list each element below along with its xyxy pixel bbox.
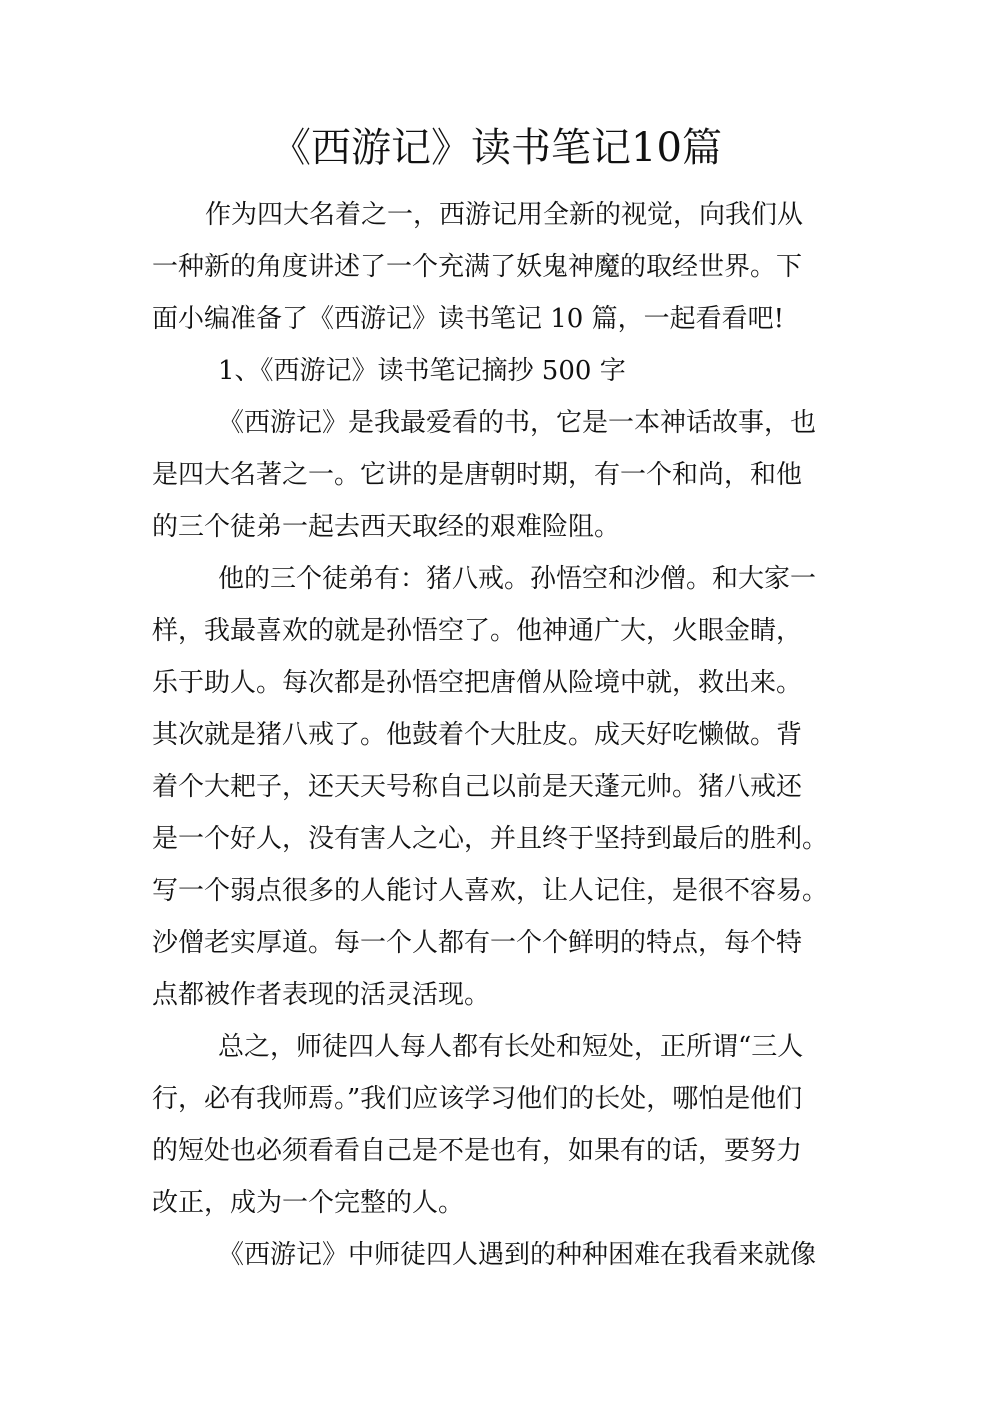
intro-paragraph bbox=[152, 189, 842, 345]
text-line: 的三个徒弟一起去西天取经的艰难险阻。 bbox=[152, 512, 621, 542]
document-title: 《西游记》读书笔记10篇 bbox=[271, 125, 722, 171]
paragraph bbox=[152, 397, 842, 553]
text-line: 行，必有我师焉。”我们应该学习他们的长处，哪怕是他们 bbox=[152, 1084, 803, 1114]
text-line: 总之，师徒四人每人都有长处和短处，正所谓“三人 bbox=[218, 1032, 804, 1062]
paragraph bbox=[152, 1021, 842, 1229]
text-line: 一种新的角度讲述了一个充满了妖鬼神魔的取经世界。下 bbox=[152, 252, 803, 282]
text-line: 作为四大名着之一，西游记用全新的视觉，向我们从 bbox=[205, 200, 804, 230]
text-line: 其次就是猪八戒了。他鼓着个大肚皮。成天好吃懒做。背 bbox=[152, 720, 803, 750]
text-line: 着个大耙子，还天天号称自己以前是天蓬元帅。猪八戒还 bbox=[152, 772, 803, 802]
text-line: 是一个好人，没有害人之心，并且终于坚持到最后的胜利。 bbox=[152, 824, 829, 854]
text-line: 《西游记》是我最爱看的书，它是一本神话故事，也 bbox=[218, 408, 817, 438]
text-line: 样，我最喜欢的就是孙悟空了。他神通广大，火眼金睛， bbox=[152, 616, 803, 646]
text-line: 改正，成为一个完整的人。 bbox=[152, 1188, 465, 1218]
section-heading: 1、《西游记》读书笔记摘抄 500 字 bbox=[218, 356, 626, 386]
text-line: 写一个弱点很多的人能讨人喜欢，让人记住，是很不容易。 bbox=[152, 876, 829, 906]
text-line: 乐于助人。每次都是孙悟空把唐僧从险境中就，救出来。 bbox=[152, 668, 803, 698]
text-line: 《西游记》中师徒四人遇到的种种困难在我看来就像 bbox=[218, 1240, 817, 1270]
text-line: 沙僧老实厚道。每一个人都有一个个鲜明的特点，每个特 bbox=[152, 928, 803, 958]
text-line: 面小编准备了《西游记》读书笔记 10 篇，一起看看吧! bbox=[152, 304, 785, 334]
paragraph bbox=[152, 1229, 842, 1281]
text-line: 点都被作者表现的活灵活现。 bbox=[152, 980, 491, 1010]
text-line: 的短处也必须看看自己是不是也有，如果有的话，要努力 bbox=[152, 1136, 803, 1166]
text-line: 是四大名著之一。它讲的是唐朝时期，有一个和尚，和他 bbox=[152, 460, 803, 490]
text-line: 他的三个徒弟有：猪八戒。孙悟空和沙僧。和大家一 bbox=[218, 564, 817, 594]
document-body bbox=[152, 189, 842, 1281]
paragraph bbox=[152, 553, 842, 1021]
